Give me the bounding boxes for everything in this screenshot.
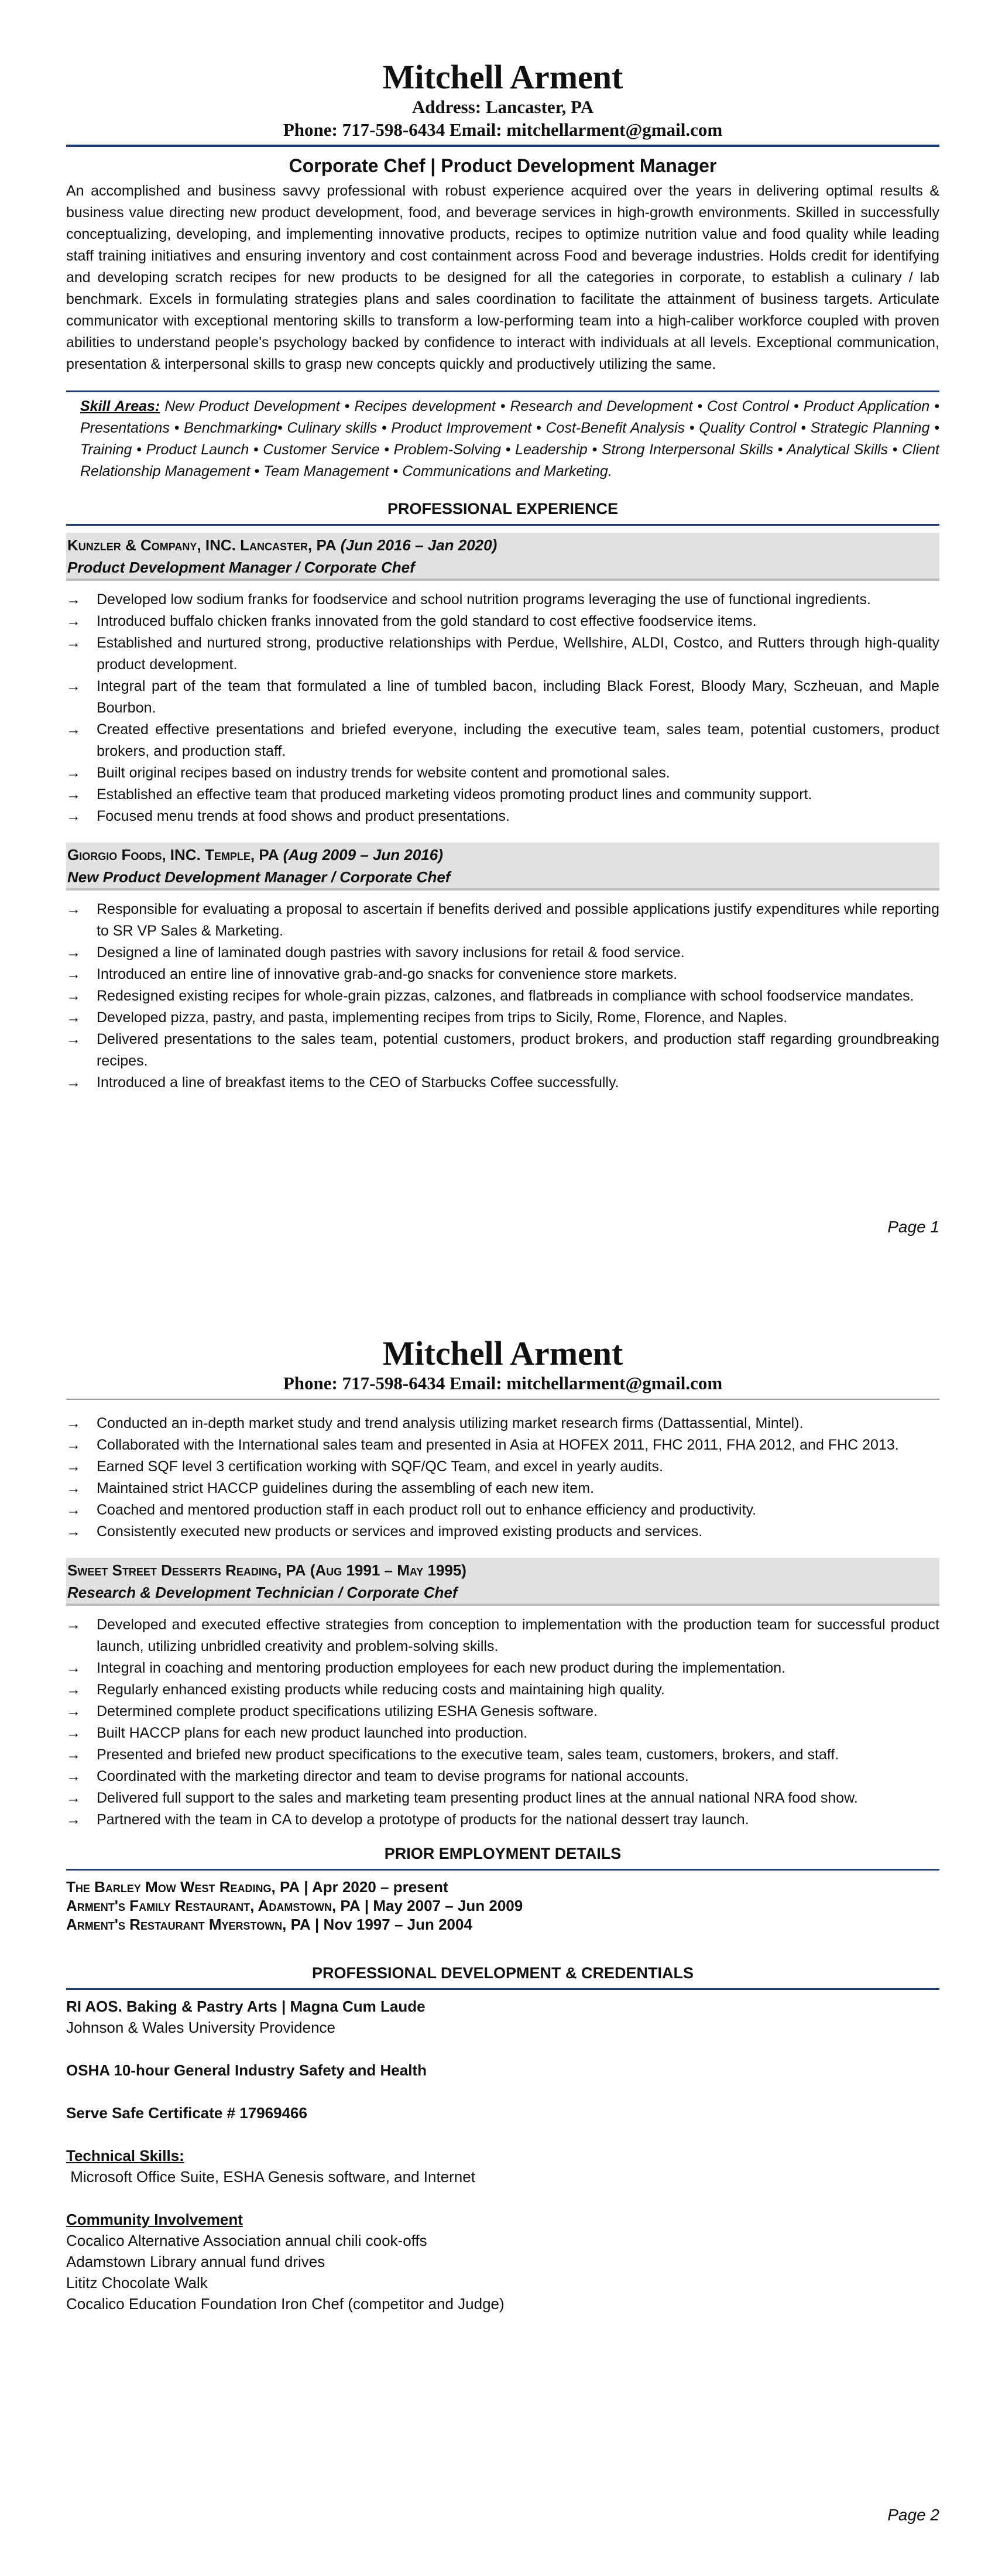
job-dates: (Aug 1991 – May 1995): [310, 1561, 466, 1579]
list-item: → Developed low sodium franks for foodservice and school nutrition programs leveraging the use of functional ingredients.: [66, 589, 939, 611]
arrow-icon: →: [66, 613, 81, 630]
list-item: → Coached and mentored production staff in each product roll out to enhance efficiency and productivity.: [66, 1499, 939, 1521]
job-bullets-continued: [66, 1413, 939, 1543]
skill-areas-label: Skill Areas:: [80, 398, 160, 415]
phone-email-line: Phone: 717-598-6434 Email: mitchellarment@gmail.com: [283, 1372, 723, 1393]
arrow-icon: →: [66, 678, 81, 695]
arrow-icon: →: [66, 1681, 81, 1698]
community-label: Community Involvement: [66, 2210, 243, 2228]
resume-page-2: [0, 1288, 995, 2576]
list-item: → Regularly enhanced existing products while reducing costs and maintaining high quality.: [66, 1679, 939, 1701]
candidate-name: Mitchell Arment: [382, 58, 623, 96]
header-divider: [66, 145, 939, 147]
list-item: → Collaborated with the International sales team and presented in Asia at HOFEX 2011, FHC 2011, FHA 2012, and FHC 2013.: [66, 1434, 939, 1456]
arrow-icon: →: [66, 635, 81, 652]
job-header: [66, 1558, 939, 1604]
job-divider: [66, 888, 939, 890]
job-dates: (Aug 2009 – Jun 2016): [283, 846, 443, 864]
list-item: → Redesigned existing recipes for whole-grain pizzas, calzones, and flatbreads in compliance with school foodservice mandates.: [66, 985, 939, 1007]
job-divider: [66, 1604, 939, 1606]
job-bullets: [66, 589, 939, 827]
list-item: → Determined complete product specifications utilizing ESHA Genesis software.: [66, 1701, 939, 1722]
job-company: Giorgio Foods, INC. Temple, PA: [67, 846, 279, 864]
arrow-icon: →: [66, 786, 81, 803]
job-header: [66, 842, 939, 888]
credentials-block: [66, 1996, 939, 2314]
list-item: The Barley Mow West Reading, PA | Apr 2020 – present: [66, 1878, 448, 1896]
arrow-icon: →: [66, 1436, 81, 1453]
job-header: [66, 533, 939, 578]
list-item: → Focused menu trends at food shows and product presentations.: [66, 806, 939, 827]
list-item: → Introduced an entire line of innovative grab-and-go snacks for convenience store markets.: [66, 964, 939, 985]
list-item: → Integral part of the team that formulated a line of tumbled bacon, including Black Forest, Bloody Mary, Sczheuan, and Maple Bourbon.: [66, 676, 939, 719]
list-item: → Consistently executed new products or services and improved existing products and services.: [66, 1521, 939, 1543]
job-role: Research & Development Technician / Corporate Chef: [67, 1583, 458, 1601]
arrow-icon: →: [66, 944, 81, 961]
skill-areas: [66, 392, 939, 487]
list-item: → Created effective presentations and briefed everyone, including the executive team, sales team, potential customers, product brokers, and production staff.: [66, 719, 939, 762]
list-item: → Coordinated with the marketing director and team to devise programs for national accounts.: [66, 1766, 939, 1787]
arrow-icon: →: [66, 901, 81, 918]
skill-areas-text: New Product Development • Recipes development • Research and Development • Cost Control • Product Application • Presentations • Benchmarking• Culinary skills • Product Improvement • Cost-Benefit Analysis • Quality Control • Strategic Planning • Training • Product Launch • Customer Service • Problem-Solving • Leadership • Strong Interpersonal Skills • Analytical Skills • Client Relationship Management • Team Management • Communications and Marketing.: [80, 398, 939, 480]
arrow-icon: →: [66, 1479, 81, 1496]
arrow-icon: →: [66, 1746, 81, 1763]
job-bullets: [66, 1614, 939, 1831]
list-item: → Conducted an in-depth market study and trend analysis utilizing market research firms (Dattassential, Mintel).: [66, 1413, 939, 1434]
arrow-icon: →: [66, 1414, 81, 1431]
arrow-icon: →: [66, 721, 81, 738]
list-item: Arment's Restaurant Myerstown, PA | Nov 1997 – Jun 2004: [66, 1915, 472, 1933]
arrow-icon: →: [66, 1724, 81, 1741]
arrow-icon: →: [66, 591, 81, 608]
list-item: → Delivered full support to the sales and marketing team presenting product lines at the annual national NRA food show.: [66, 1787, 939, 1809]
osha-cert: OSHA 10-hour General Industry Safety and Health: [66, 2061, 427, 2079]
arrow-icon: →: [66, 1031, 81, 1048]
job-bullets: [66, 899, 939, 1094]
list-item: Cocalico Alternative Association annual chili cook-offs: [66, 2231, 427, 2249]
degree: RI AOS. Baking & Pastry Arts | Magna Cum Laude: [66, 1997, 426, 2015]
technical-skills-label: Technical Skills:: [66, 2146, 184, 2164]
list-item: → Established an effective team that produced marketing videos promoting product lines and community support.: [66, 784, 939, 806]
candidate-name: Mitchell Arment: [382, 1334, 623, 1372]
arrow-icon: →: [66, 1009, 81, 1026]
experience-section-title: PROFESSIONAL EXPERIENCE: [387, 500, 619, 518]
job-company: Sweet Street Desserts Reading, PA: [67, 1561, 306, 1579]
arrow-icon: →: [66, 1458, 81, 1475]
list-item: → Built HACCP plans for each new product launched into production.: [66, 1722, 939, 1744]
headline: Corporate Chef | Product Development Manager: [289, 155, 717, 177]
header-divider: [66, 1399, 939, 1400]
arrow-icon: →: [66, 1789, 81, 1806]
credentials-divider: [66, 1988, 939, 1990]
list-item: → Presented and briefed new product specifications to the executive team, sales team, customers, brokers, and staff.: [66, 1744, 939, 1766]
page-number: Page 1: [887, 1218, 939, 1236]
job-company: Kunzler & Company, INC. Lancaster, PA: [67, 536, 337, 554]
phone-email-line: Phone: 717-598-6434 Email: mitchellarment@gmail.com: [283, 119, 723, 140]
arrow-icon: →: [66, 1767, 81, 1784]
list-item: → Earned SQF level 3 certification working with SQF/QC Team, and excel in yearly audits.: [66, 1456, 939, 1478]
summary-paragraph: An accomplished and business savvy professional with robust experience acquired over the years in delivering optimal results & business value directing new product development, food, and beverage services in high-growth environments. Skilled in successfully conceptualizing, developing, and implementing innovative products, recipes to optimize nutrition value and food quality while leading staff training initiatives and ensuring inventory and cost containment across Food and beverage industries. Holds credit for identifying and developing scratch recipes for new products to be designed for all the categories in corporate, to establish a culinary / lab benchmark. Excels in formulating strategies plans and sales coordination to facilitate the attainment of business targets. Articulate communicator with exceptional mentoring skills to transform a low-performing team into a high-caliber workforce coupled with proven abilities to understand people's psychology backed by confidence to interact with individuals at all levels. Exceptional communication, presentation & interpersonal skills to grasp new concepts quickly and productively utilizing the same.: [66, 183, 939, 373]
page-number: Page 2: [887, 2506, 939, 2524]
list-item: → Partnered with the team in CA to develop a prototype of products for the national dessert tray launch.: [66, 1809, 939, 1831]
list-item: Lititz Chocolate Walk: [66, 2273, 208, 2291]
job-divider: [66, 578, 939, 581]
prior-section-title: PRIOR EMPLOYMENT DETAILS: [384, 1844, 622, 1862]
arrow-icon: →: [66, 1074, 81, 1091]
list-item: → Built original recipes based on industry trends for website content and promotional sales.: [66, 762, 939, 784]
job-dates: (Jun 2016 – Jan 2020): [340, 536, 498, 554]
address-line: Address: Lancaster, PA: [411, 96, 594, 117]
list-item: → Maintained strict HACCP guidelines during the assembling of each new item.: [66, 1478, 939, 1499]
arrow-icon: →: [66, 1501, 81, 1518]
arrow-icon: →: [66, 1811, 81, 1828]
list-item: → Designed a line of laminated dough pastries with savory inclusions for retail & food service.: [66, 942, 939, 964]
arrow-icon: →: [66, 966, 81, 983]
job-role: Product Development Manager / Corporate Chef: [67, 559, 415, 577]
job-role: New Product Development Manager / Corporate Chef: [67, 868, 451, 886]
list-item: → Developed pizza, pastry, and pasta, implementing recipes from trips to Sicily, Rome, Florence, and Naples.: [66, 1007, 939, 1029]
arrow-icon: →: [66, 765, 81, 782]
school: Johnson & Wales University Providence: [66, 2018, 336, 2036]
list-item: Cocalico Education Foundation Iron Chef (competitor and Judge): [66, 2294, 505, 2313]
list-item: Arment's Family Restaurant, Adamstown, PA | May 2007 – Jun 2009: [66, 1896, 523, 1914]
arrow-icon: →: [66, 808, 81, 825]
list-item: → Developed and executed effective strategies from conception to implementation with the production team for successful product launch, utilizing unbridled creativity and problem-solving skills.: [66, 1614, 939, 1657]
list-item: Adamstown Library annual fund drives: [66, 2252, 325, 2270]
list-item: → Responsible for evaluating a proposal to ascertain if benefits derived and possible applications justify expenditures while reporting to SR VP Sales & Marketing.: [66, 899, 939, 942]
list-item: → Established and nurtured strong, productive relationships with Perdue, Wellshire, ALDI, Costco, and Rutters through high-quality product development.: [66, 632, 939, 676]
list-item: → Introduced a line of breakfast items to the CEO of Starbucks Coffee successfully.: [66, 1072, 939, 1094]
servsafe-cert: Serve Safe Certificate # 17969466: [66, 2104, 307, 2122]
arrow-icon: →: [66, 1616, 81, 1633]
arrow-icon: →: [66, 1659, 81, 1676]
list-item: → Delivered presentations to the sales team, potential customers, product brokers, and production staff regarding groundbreaking recipes.: [66, 1029, 939, 1072]
list-item: → Integral in coaching and mentoring production employees for each new product during the implementation.: [66, 1657, 939, 1679]
technical-skills-text: Microsoft Office Suite, ESHA Genesis software, and Internet: [66, 2167, 475, 2186]
prior-divider: [66, 1869, 939, 1871]
prior-list: [66, 1878, 939, 1934]
arrow-icon: →: [66, 1523, 81, 1540]
list-item: → Introduced buffalo chicken franks innovated from the gold standard to cost effective foodservice items.: [66, 611, 939, 632]
arrow-icon: →: [66, 1703, 81, 1719]
credentials-section-title: PROFESSIONAL DEVELOPMENT & CREDENTIALS: [311, 1964, 694, 1982]
arrow-icon: →: [66, 988, 81, 1005]
